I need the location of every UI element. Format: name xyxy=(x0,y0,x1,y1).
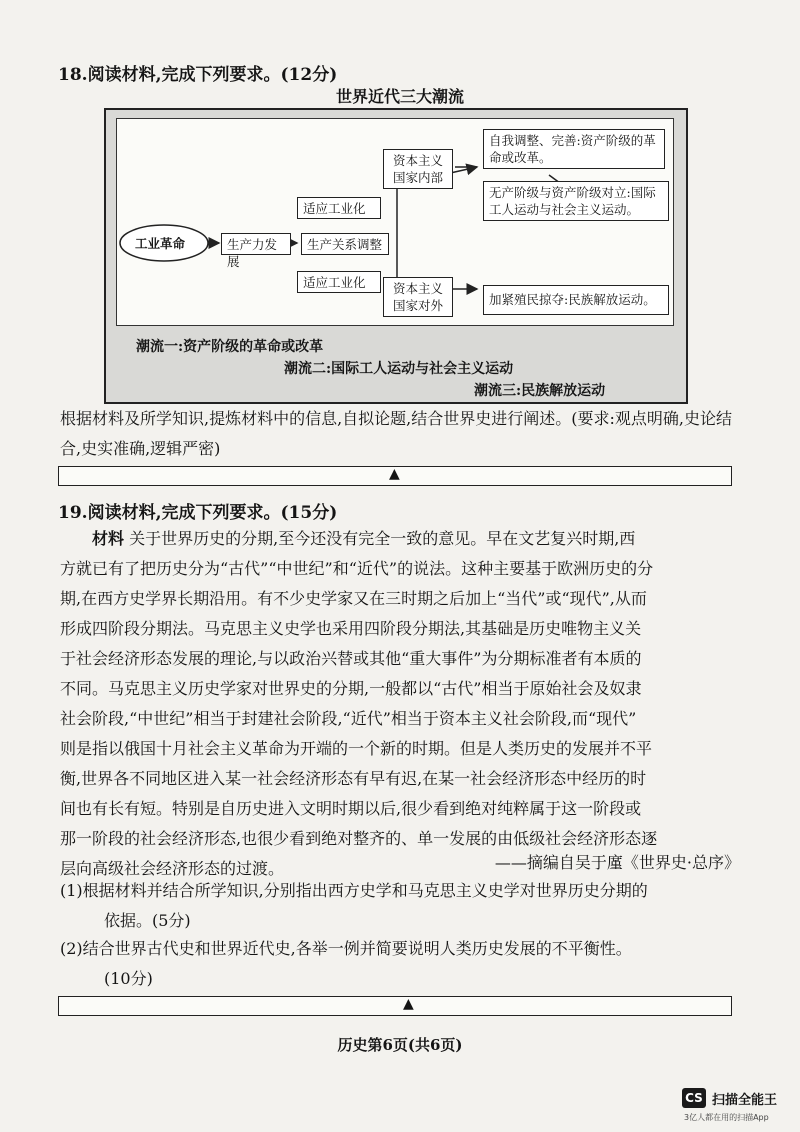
node-result-conflict: 无产阶级与资产阶级对立:国际工人运动与社会主义运动。 xyxy=(483,181,669,221)
material-line: 衡,世界各不同地区进入某一社会经济形态有早有迟,在某一社会经济形态中经历的时 xyxy=(60,769,647,788)
material-line: 社会阶段,“中世纪”相当于封建社会阶段,“近代”相当于资本主义社会阶段,而“现代” xyxy=(60,709,637,728)
q19-sub1 xyxy=(60,876,750,936)
q19-header: 19.阅读材料,完成下列要求。(15分) xyxy=(58,503,338,523)
material-line: 则是指以俄国十月社会主义革命为开端的一个新的时期。但是人类历史的发展并不平 xyxy=(60,739,653,758)
material-label: 材料 xyxy=(92,529,125,548)
material-line: 方就已有了把历史分为“古代”“中世纪”和“近代”的说法。这种主要基于欧洲历史的分 xyxy=(60,559,654,578)
node-result-colonial: 加紧殖民掠夺:民族解放运动。 xyxy=(483,285,669,315)
q19-answer-area[interactable] xyxy=(58,996,732,1016)
q19-triangle-icon: ▲ xyxy=(403,996,414,1012)
material-source: ——摘编自吴于廑《世界史·总序》 xyxy=(494,853,740,872)
watermark-brand: 扫描全能王 xyxy=(712,1093,778,1108)
q19-sub2 xyxy=(60,934,750,994)
trend-3: 潮流三:民族解放运动 xyxy=(474,383,606,399)
node-capitalist-external: 资本主义国家对外 xyxy=(383,277,453,317)
camscanner-logo-icon: CS xyxy=(682,1088,706,1108)
q18-prompt: 根据材料及所学知识,提炼材料中的信息,自拟论题,结合世界史进行阐述。(要求:观点明确,史论结合,史实准确,逻辑严密) xyxy=(60,409,732,458)
q18-triangle-icon: ▲ xyxy=(389,466,400,482)
q19-material xyxy=(60,524,744,884)
q18-header: 18.阅读材料,完成下列要求。(12分) xyxy=(58,65,338,85)
page-footer: 历史第6页(共6页) xyxy=(337,1036,463,1054)
watermark-tagline: 3亿人都在用的扫描App xyxy=(684,1113,769,1122)
figure-title: 世界近代三大潮流 xyxy=(335,87,464,106)
node-relations: 生产关系调整 xyxy=(301,233,389,255)
node-industrial-revolution: 工业革命 xyxy=(135,236,186,251)
sub1-line1: (1)根据材料并结合所学知识,分别指出西方史学和马克思主义史学对世界历史分期的 xyxy=(60,881,648,900)
node-capitalist-internal: 资本主义国家内部 xyxy=(383,149,453,189)
sub2-line2: (10分) xyxy=(104,969,153,988)
material-line: 层向高级社会经济形态的过渡。 xyxy=(60,859,285,878)
diagram-inner xyxy=(116,118,674,326)
material-line: 那一阶段的社会经济形态,也很少看到绝对整齐的、单一发展的由低级社会经济形态逐 xyxy=(60,829,658,848)
sub2-line1: (2)结合世界古代史和世界近代史,各举一例并简要说明人类历史发展的不平衡性。 xyxy=(60,939,632,958)
material-line: 形成四阶段分期法。马克思主义史学也采用四阶段分期法,其基础是历史唯物主义关 xyxy=(60,619,642,638)
material-line: 不同。马克思主义历史学家对世界史的分期,一般都以“古代”相当于原始社会及奴隶 xyxy=(60,679,642,698)
trend-2: 潮流二:国际工人运动与社会主义运动 xyxy=(284,361,514,377)
material-line: 期,在西方史学界长期沿用。有不少史学家又在三时期之后加上“当代”或“现代”,从而 xyxy=(60,589,647,608)
label-adapt-bottom: 适应工业化 xyxy=(297,271,381,293)
material-line: 关于世界历史的分期,至今还没有完全一致的意见。早在文艺复兴时期,西 xyxy=(129,529,636,548)
material-line: 于社会经济形态发展的理论,与以政治兴替或其他“重大事件”为分期标准者有本质的 xyxy=(60,649,642,668)
label-adapt-top: 适应工业化 xyxy=(297,197,381,219)
trend-1: 潮流一:资产阶级的革命或改革 xyxy=(136,339,324,355)
sub1-line2: 依据。(5分) xyxy=(104,911,191,930)
material-line: 间也有长有短。特别是自历史进入文明时期以后,很少看到绝对纯粹属于这一阶段或 xyxy=(60,799,642,818)
trends-diagram xyxy=(104,108,688,404)
node-productivity: 生产力发展 xyxy=(221,233,291,255)
node-result-reform: 自我调整、完善:资产阶级的革命或改革。 xyxy=(483,129,665,169)
